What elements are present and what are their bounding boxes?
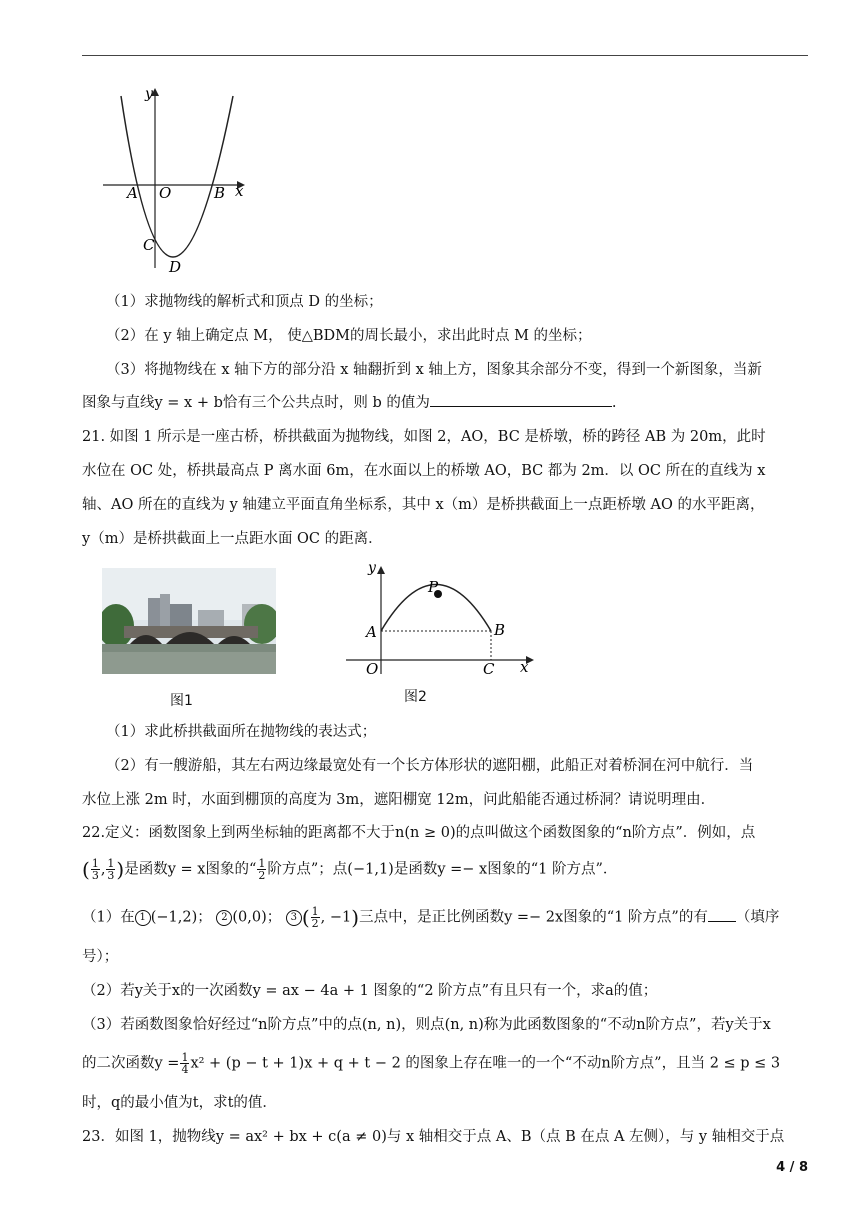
- q20-part3-end: .: [611, 395, 617, 411]
- fig-label-O: O: [159, 184, 172, 202]
- fig1-caption: 图1: [170, 693, 193, 709]
- frac-1-3-b: $\frac{1}{3}$: [107, 857, 115, 882]
- q20-part1: （1）求抛物线的解析式和顶点 D 的坐标；: [106, 294, 383, 310]
- q22-part2: （2）若y关于x的一次函数y = ax − 4a + 1 图象的“2 阶方点”有且只有一个，求a的值；: [82, 983, 658, 999]
- q21-line1: 21. 如图 1 所示是一座古桥，桥拱截面为抛物线，如图 2，AO，BC 是桥墩，桥的跨径 AB 为 20m，此时: [82, 429, 766, 445]
- fig2-label-B: B: [494, 621, 506, 639]
- fig2-label-A: A: [366, 623, 377, 641]
- q22-part3-line1: （3）若函数图象恰好经过“n阶方点”中的点(n, n)，则点(n, n)称为此函数图象的“不动n阶方点”，若y关于x: [82, 1017, 771, 1033]
- answer-blank-short: [708, 907, 736, 922]
- header-rule: [82, 55, 808, 56]
- q21-part1: （1）求此桥拱截面所在抛物线的表达式；: [106, 724, 377, 740]
- q20-part2: （2）在 y 轴上确定点 M， 使△BDM的周长最小，求出此时点 M 的坐标；: [106, 328, 592, 344]
- q21-part2-line1: （2）有一艘游船，其左右两边缘最宽处有一个长方体形状的遮阳棚，此船正对着桥洞在河中航行．当: [106, 758, 754, 774]
- parabola-figure: [95, 82, 255, 278]
- q21-line4: y（m）是桥拱截面上一点距水面 OC 的距离．: [82, 531, 383, 547]
- bridge-arch-figure: [340, 556, 540, 682]
- fig-label-A: A: [127, 184, 138, 202]
- q20-part3-text: 图象与直线y = x + b恰有三个公共点时，则 b 的值为: [82, 395, 430, 411]
- frac-1-4: $\frac{1}{4}$: [181, 1051, 189, 1076]
- q23-line1: 23．如图 1，抛物线y = ax² + bx + c(a ≠ 0)与 x 轴相交于点 A、B（点 B 在点 A 左侧），与 y 轴相交于点: [82, 1129, 785, 1145]
- frac-1-2: $\frac{1}{2}$: [258, 857, 266, 882]
- q22-definition: 22.定义：函数图象上到两坐标轴的距离都不大于n(n ≥ 0)的点叫做这个函数图象的“n阶方点”．例如，点: [82, 825, 756, 841]
- q20-part3-line2: [82, 392, 808, 414]
- frac-1-3-a: $\frac{1}{3}$: [91, 857, 99, 882]
- fig-label-x: x: [235, 182, 244, 200]
- circled-3: 3: [286, 910, 302, 926]
- circled-1: 1: [135, 910, 151, 926]
- page-number: 4 / 8: [776, 1160, 808, 1175]
- q21-line3: 轴、AO 所在的直线为 y 轴建立平面直角坐标系，其中 x（m）是桥拱截面上一点距桥墩 AO 的水平距离，: [82, 497, 765, 513]
- q22-part1-line2: 号）；: [82, 949, 119, 965]
- q22-part3-line3: 时，q的最小值为t，求t的值．: [82, 1095, 277, 1111]
- q21-part2-line2: 水位上涨 2m 时，水面到棚顶的高度为 3m，遮阳棚宽 12m，问此船能否通过桥洞？请说明理由．: [82, 792, 716, 808]
- fig-label-y: y: [145, 86, 153, 102]
- fig2-label-P: P: [428, 578, 439, 596]
- fig-label-D: D: [169, 258, 182, 276]
- fig-label-B: B: [214, 184, 226, 202]
- q22-part3-line2: 的二次函数y = $\frac{1}{4}$ x² + (p − t + 1)x + q + t − 2 的图象上存在唯一的一个“不动n阶方点”，且当 2 ≤ p ≤ 3: [82, 1051, 781, 1076]
- fig2-label-y: y: [368, 560, 376, 576]
- fig2-label-O: O: [366, 660, 379, 678]
- q22-example: ( $\frac{1}{3}$ , $\frac{1}{3}$ )是函数y = x图象的“ $\frac{1}{2}$ 阶方点”；点(−1,1)是函数y =− x图象的“1 阶方点”．: [82, 857, 618, 882]
- fig2-label-x: x: [520, 658, 529, 676]
- q20-part3-line1: （3）将抛物线在 x 轴下方的部分沿 x 轴翻折到 x 轴上方，图象其余部分不变，得到一个新图象，当新: [106, 362, 762, 378]
- frac-1-2-b: $\frac{1}{2}$: [311, 905, 319, 930]
- fig2-label-C: C: [483, 660, 495, 678]
- circled-2: 2: [216, 910, 232, 926]
- fig-label-C: C: [143, 236, 155, 254]
- fig2-caption: 图2: [404, 689, 427, 705]
- q22-part1: （1）在 1 (−1,2)； 2 (0,0)； 3 ( $\frac{1}{2}$ , −1)三点中，是正比例函数y =− 2x图象的“1 阶方点”的有 （填序: [82, 905, 780, 930]
- bridge-photo: [102, 568, 276, 674]
- q21-line2: 水位在 OC 处，桥拱最高点 P 离水面 6m，在水面以上的桥墩 AO，BC 都为 2m．以 OC 所在的直线为 x: [82, 463, 766, 479]
- answer-blank: [430, 392, 612, 407]
